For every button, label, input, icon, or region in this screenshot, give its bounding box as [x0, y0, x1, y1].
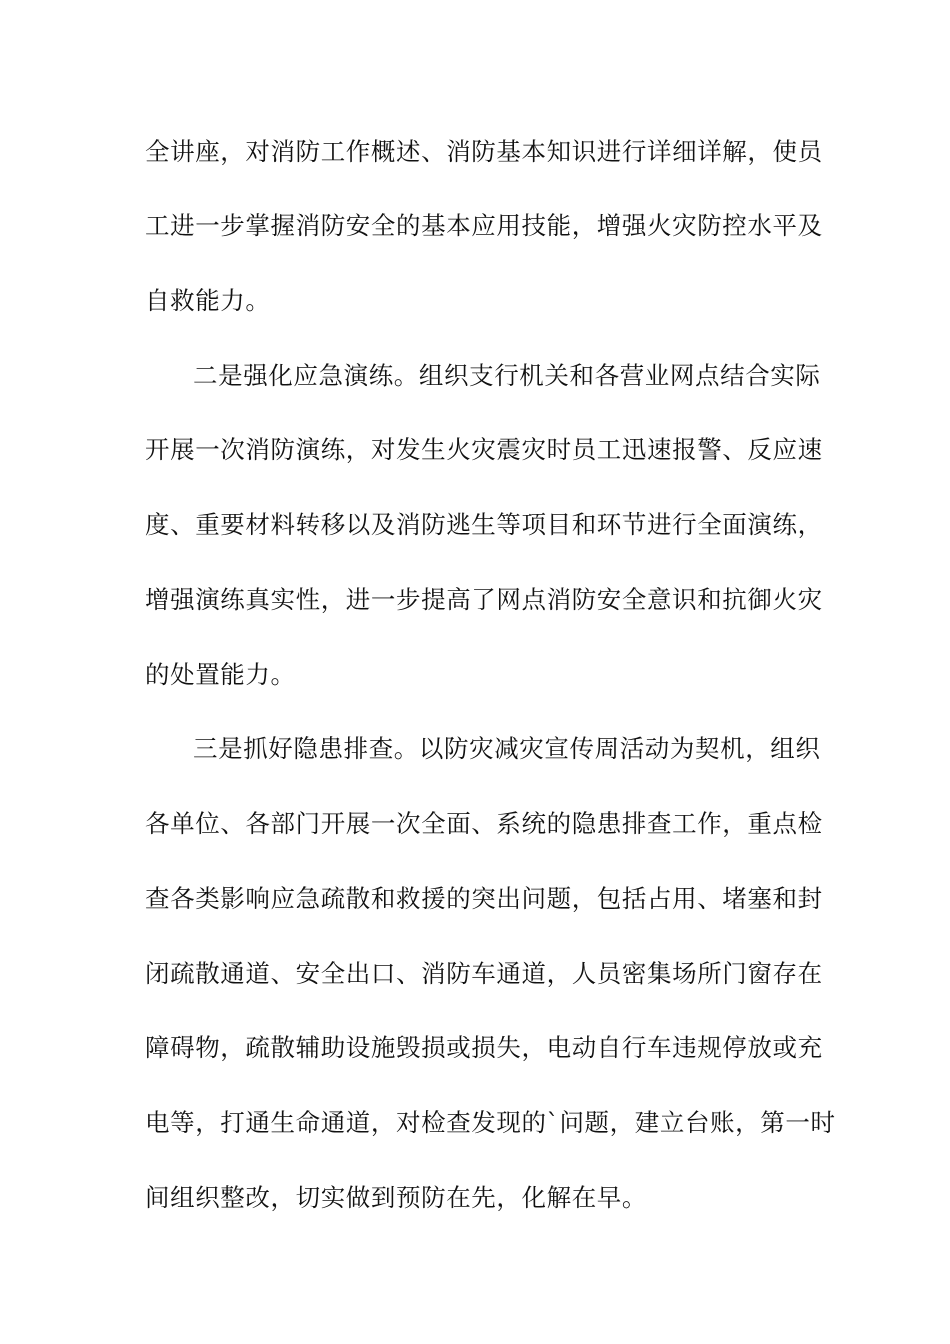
text-line: 间组织整改，切实做到预防在先，化解在早。: [145, 1183, 647, 1212]
text-line: 开展一次消防演练，对发生火灾震灾时员工迅速报警、反应速: [145, 435, 823, 464]
text-line: 闭疏散通道、安全出口、消防车通道，人员密集场所门窗存在: [145, 959, 823, 988]
text-line: 度、重要材料转移以及消防逃生等项目和环节进行全面演练，: [145, 510, 823, 539]
text-line: 增强演练真实性，进一步提高了网点消防安全意识和抗御火灾: [145, 585, 823, 614]
text-line: 的处置能力。: [145, 660, 296, 689]
paragraph-start-line: 三是抓好隐患排查。以防灾减灾宣传周活动为契机，组织: [193, 734, 821, 763]
text-line: 电等，打通生命通道，对检查发现的`问题，建立台账，第一时: [145, 1108, 836, 1137]
text-line: 全讲座，对消防工作概述、消防基本知识进行详细详解，使员: [145, 137, 823, 166]
text-line: 查各类影响应急疏散和救援的突出问题，包括占用、堵塞和封: [145, 884, 823, 913]
text-line: 各单位、各部门开展一次全面、系统的隐患排查工作，重点检: [145, 809, 823, 838]
text-line: 障碍物，疏散辅助设施毁损或损失，电动自行车违规停放或充: [145, 1033, 823, 1062]
text-line: 工进一步掌握消防安全的基本应用技能，增强火灾防控水平及: [145, 211, 823, 240]
paragraph-start-line: 二是强化应急演练。组织支行机关和各营业网点结合实际: [193, 361, 821, 390]
text-line: 自救能力。: [145, 286, 271, 315]
